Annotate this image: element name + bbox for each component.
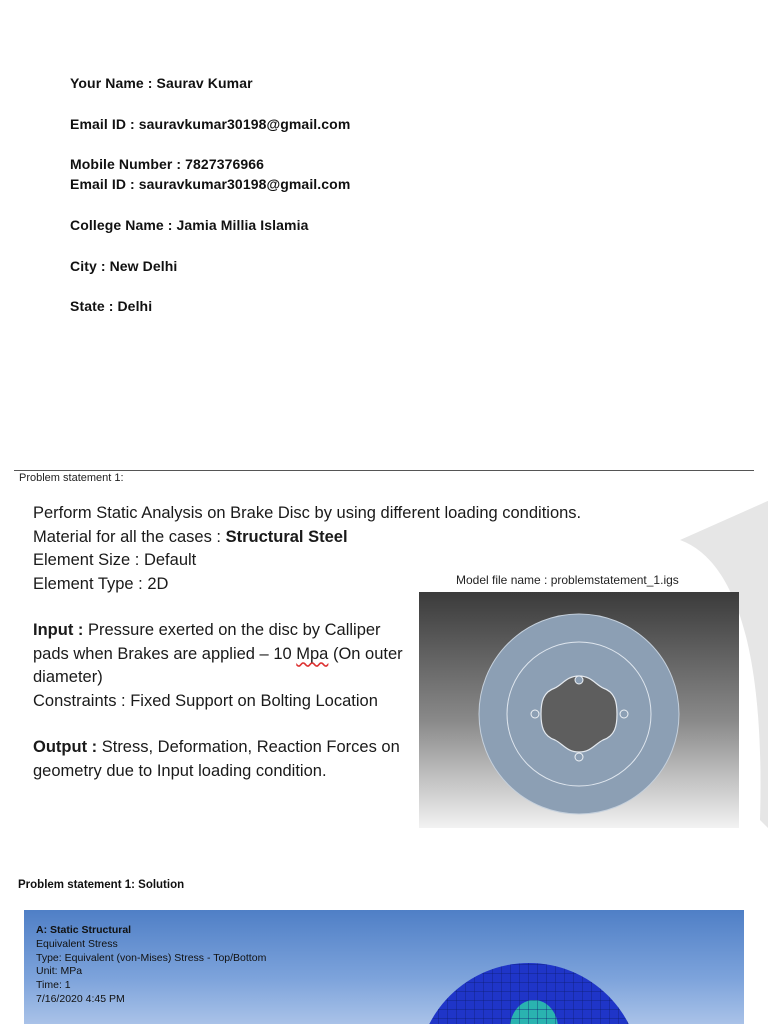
result-line: Time: 1 [36, 979, 71, 992]
material-value: Structural Steel [225, 527, 348, 546]
element-type-line: Element Type : 2D [33, 574, 169, 593]
name-line: Your Name : Saurav Kumar [70, 75, 253, 91]
problem-statement-label: Problem statement 1: [19, 472, 124, 484]
mobile-line: Mobile Number : 7827376966 [70, 156, 265, 172]
result-title: A: Static Structural [36, 924, 132, 936]
output-paragraph: Output : Stress, Deformation, Reaction Forces on geometry due to Input loading condition. [33, 738, 400, 780]
brake-disc-drawing [419, 592, 739, 828]
email-line: Email ID : sauravkumar30198@gmail.com [70, 116, 351, 132]
result-line: Equivalent Stress [36, 937, 118, 950]
state-line: State : Delhi [70, 298, 153, 314]
input-paragraph: Input : Pressure exerted on the disc by Calliper pads when Brakes are applied – 10 Mpa (On outer diameter) [33, 621, 403, 686]
result-line: 7/16/2020 4:45 PM [36, 992, 125, 1005]
problem-line-1: Perform Static Analysis on Brake Disc by using different loading conditions. [33, 504, 582, 522]
element-size-line: Element Size : Default [33, 551, 197, 569]
constraints-line: Constraints : Fixed Support on Bolting Location [33, 691, 378, 710]
college-line: College Name : Jamia Millia Islamia [70, 217, 309, 233]
solution-label: Problem statement 1: Solution [18, 879, 185, 891]
model-file-caption: Model file name : problemstatement_1.igs [456, 573, 679, 587]
city-line: City : New Delhi [70, 258, 178, 274]
material-line: Material for all the cases : Structural Steel [33, 527, 348, 546]
section-divider [14, 470, 754, 471]
result-line: Unit: MPa [36, 965, 83, 978]
brake-disc-model-view [419, 592, 739, 828]
result-line: Type: Equivalent (von-Mises) Stress - Top/Bottom [36, 951, 267, 964]
output-label: Output : [33, 738, 98, 756]
result-legend-text [36, 924, 266, 1007]
ansys-result-view [24, 910, 744, 1024]
input-label: Input : [33, 621, 84, 639]
mpa-word: Mpa [296, 644, 329, 663]
email-line-secondary: Email ID : sauravkumar30198@gmail.com [70, 176, 351, 192]
